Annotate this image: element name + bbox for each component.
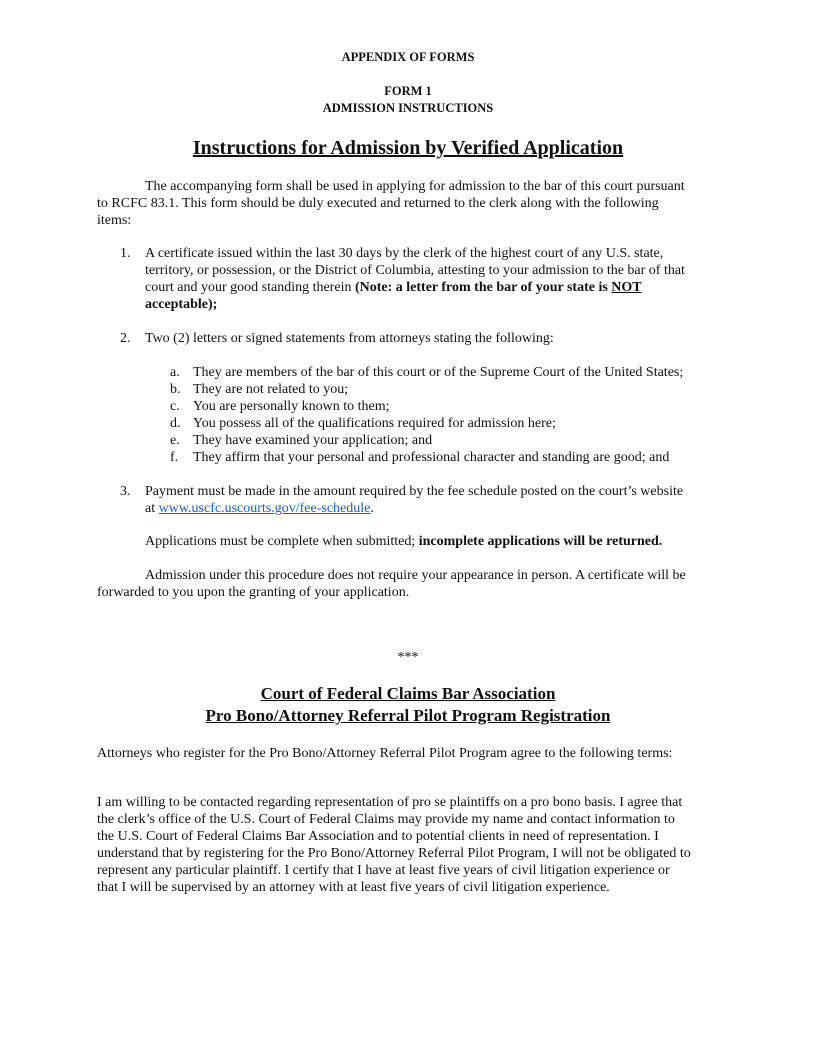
item3-line: Payment must be made in the amount required by the fee schedule posted on the court’s website xyxy=(145,484,684,499)
section-title: Court of Federal Claims Bar Association xyxy=(260,684,556,703)
subitem-letter: b. xyxy=(170,382,181,397)
form-number: FORM 1 xyxy=(384,84,432,98)
form-title: ADMISSION INSTRUCTIONS xyxy=(322,101,494,115)
terms-line: represent any particular plaintiff. I certify that I have at least five years of civil litigation experience or xyxy=(97,863,670,878)
intro-line: items: xyxy=(97,213,132,228)
item1-not: NOT xyxy=(611,280,642,295)
complete-text: Applications must be complete when submitted; xyxy=(145,534,419,549)
subitem-letter: a. xyxy=(170,365,180,380)
item3-prefix: at xyxy=(145,501,159,516)
item1-text: court and your good standing therein xyxy=(145,280,355,295)
item1-note: (Note: a letter from the bar of your state is xyxy=(354,280,612,295)
subitem-letter: f. xyxy=(170,450,179,465)
terms-line: the U.S. Court of Federal Claims Bar Association and to potential clients in need of representation. I xyxy=(97,829,659,844)
list-number: 3. xyxy=(120,484,131,499)
intro-line: to RCFC 83.1. This form should be duly executed and returned to the clerk along with the following xyxy=(97,196,659,211)
list-number: 1. xyxy=(120,246,131,261)
subitem-letter: d. xyxy=(170,416,181,431)
subitem-text: They have examined your application; and xyxy=(193,433,433,448)
list-number: 2. xyxy=(120,331,131,346)
subitem-letter: e. xyxy=(170,433,180,448)
fee-schedule-link[interactable]: www.uscfc.uscourts.gov/fee-schedule xyxy=(158,501,371,516)
subitem-text: You possess all of the qualifications required for admission here; xyxy=(193,416,556,431)
subitem-text: They are members of the bar of this court or of the Supreme Court of the United States; xyxy=(193,365,684,380)
separator: *** xyxy=(397,650,419,665)
appendix-heading: APPENDIX OF FORMS xyxy=(341,50,475,64)
terms-line: that I will be supervised by an attorney with at least five years of civil litigation experience. xyxy=(97,880,610,895)
subitem-text: You are personally known to them; xyxy=(193,399,390,414)
section-subtitle: Pro Bono/Attorney Referral Pilot Program Registration xyxy=(205,706,611,725)
subitem-text: They are not related to you; xyxy=(193,382,349,397)
terms-line: I am willing to be contacted regarding representation of pro se plaintiffs on a pro bono basis. I agree that xyxy=(97,795,683,810)
complete-warning: incomplete applications will be returned. xyxy=(418,534,663,549)
terms-line: the clerk’s office of the U.S. Court of Federal Claims may provide my name and contact information to xyxy=(97,812,675,827)
admission-line: Admission under this procedure does not require your appearance in person. A certificate will be xyxy=(145,568,686,583)
section-intro: Attorneys who register for the Pro Bono/Attorney Referral Pilot Program agree to the following terms: xyxy=(97,746,673,761)
terms-line: understand that by registering for the Pro Bono/Attorney Referral Pilot Program, I will not be obligated to xyxy=(97,846,691,861)
complete-note xyxy=(145,533,662,550)
item1-line xyxy=(145,279,642,296)
item3-suffix: . xyxy=(370,501,374,516)
item2-text: Two (2) letters or signed statements from attorneys stating the following: xyxy=(145,331,554,346)
admission-line: forwarded to you upon the granting of your application. xyxy=(97,585,410,600)
item1-line: territory, or possession, or the District of Columbia, attesting to your admission to the bar of that xyxy=(145,263,685,278)
page-title: Instructions for Admission by Verified Application xyxy=(192,137,624,159)
item3-line xyxy=(145,500,374,517)
intro-line: The accompanying form shall be used in applying for admission to the bar of this court pursuant xyxy=(145,179,685,194)
subitem-letter: c. xyxy=(170,399,180,414)
item1-line: A certificate issued within the last 30 days by the clerk of the highest court of any U.S. state, xyxy=(145,246,664,261)
subitem-text: They affirm that your personal and professional character and standing are good; and xyxy=(193,450,670,465)
item1-note-end: acceptable); xyxy=(145,297,218,312)
